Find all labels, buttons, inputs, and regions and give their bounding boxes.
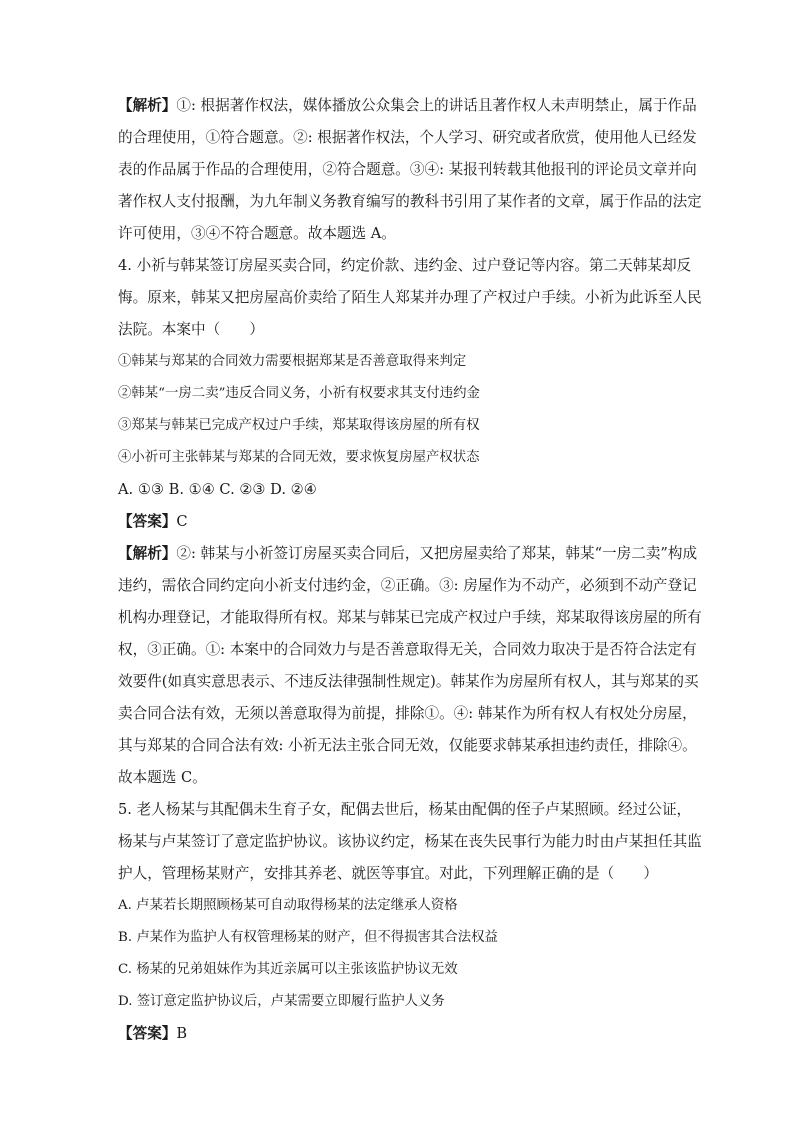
question-4-item-1: ①韩某与郑某的合同效力需要根据郑某是否善意取得来判定 bbox=[118, 354, 467, 369]
question-4-answer bbox=[118, 512, 188, 532]
question-5-option-d: D. 签订意定监护协议后，卢某需要立即履行监护人义务 bbox=[118, 994, 445, 1009]
question-4-item-2: ②韩某“一房二卖”违反合同义务，小祈有权要求其支付违约金 bbox=[118, 386, 480, 401]
question-4-analysis-line-6: 卖合同合法有效，无须以善意取得为前提，排除①。④: 韩某作为所有权人有权处分房屋， bbox=[118, 705, 697, 722]
question-4-item-4: ④小祈可主张韩某与郑某的合同无效，要求恢复房屋产权状态 bbox=[118, 450, 480, 465]
question-4-analysis-line-7: 其与郑某的合同合法有效: 小祈无法主张合同无效，仅能要求韩某承担违约责任，排除④。 bbox=[118, 737, 697, 754]
answer-tag: 【答案】 bbox=[118, 1025, 177, 1042]
analysis-3-line-5: 许可使用，③④不符合题意。故本题选 A。 bbox=[118, 225, 396, 242]
question-5-answer bbox=[118, 1024, 187, 1044]
question-4-item-3: ③郑某与韩某已完成产权过户手续，郑某取得该房屋的所有权 bbox=[118, 418, 480, 433]
analysis-3-line-1: 【解析】①: 根据著作权法，媒体播放公众集会上的讲话且著作权人未声明禁止，属于作品 bbox=[118, 97, 697, 114]
question-4-analysis-line-3: 机构办理登记，才能取得所有权。郑某与韩某已完成产权过户手续，郑某取得该房屋的所有 bbox=[118, 609, 702, 626]
question-5-option-c: C. 杨某的兄弟姐妹作为其近亲属可以主张该监护协议无效 bbox=[118, 962, 458, 977]
question-4-stem-2: 悔。原来，韩某又把房屋高价卖给了陌生人郑某并办理了产权过户手续。小祈为此诉至人民 bbox=[118, 289, 702, 306]
question-4-stem-3: 法院。本案中（ ） bbox=[118, 321, 264, 338]
analysis-tag: 【解析】 bbox=[118, 97, 177, 114]
question-5-stem-1: 5. 老人杨某与其配偶未生育子女，配偶去世后，杨某由配偶的侄子卢某照顾。经过公证， bbox=[118, 801, 692, 818]
analysis-3-line-4: 著作权人支付报酬，为九年制义务教育编写的教科书引用了某作者的文章，属于作品的法定 bbox=[118, 193, 702, 210]
question-4-stem-1: 4. 小祈与韩某签订房屋买卖合同，约定价款、违约金、过户登记等内容。第二天韩某却反 bbox=[118, 257, 692, 274]
question-4-analysis-line-1: 【解析】②: 韩某与小祈签订房屋买卖合同后，又把房屋卖给了郑某，韩某“一房二卖”构成 bbox=[118, 545, 698, 562]
question-4-options: A. ①③ B. ①④ C. ②③ D. ②④ bbox=[118, 481, 317, 498]
analysis-3-line-3: 表的作品属于作品的合理使用，②符合题意。③④: 某报刊转载其他报刊的评论员文章并向 bbox=[118, 161, 697, 178]
question-4-analysis-line-8: 故本题选 C。 bbox=[118, 769, 207, 786]
analysis-3-line-2: 的合理使用，①符合题意。②: 根据著作权法，个人学习、研究或者欣赏，使用他人已经发 bbox=[118, 129, 697, 146]
question-4-analysis-line-4: 权，③正确。①: 本案中的合同效力与是否善意取得无关，合同效力取决于是否符合法定有 bbox=[118, 641, 697, 658]
answer-value: B bbox=[176, 1025, 188, 1042]
question-4-analysis-line-2: 违约，需依合同约定向小祈支付违约金，②正确。③: 房屋作为不动产，必须到不动产登记 bbox=[118, 577, 697, 594]
question-4-analysis-line-5: 效要件(如真实意思表示、不违反法律强制性规定)。韩某作为房屋所有权人，其与郑某的买 bbox=[118, 673, 699, 690]
answer-tag: 【答案】 bbox=[118, 513, 177, 530]
question-5-option-a: A. 卢某若长期照顾杨某可自动取得杨某的法定继承人资格 bbox=[118, 898, 458, 913]
question-5-stem-2: 杨某与卢某签订了意定监护协议。该协议约定，杨某在丧失民事行为能力时由卢某担任其监 bbox=[118, 833, 702, 850]
answer-value: C bbox=[176, 513, 188, 530]
question-5-stem-3: 护人，管理杨某财产，安排其养老、就医等事宜。对此，下列理解正确的是（ ） bbox=[118, 865, 658, 882]
question-5-option-b: B. 卢某作为监护人有权管理杨某的财产，但不得损害其合法权益 bbox=[118, 930, 498, 945]
analysis-tag: 【解析】 bbox=[118, 545, 177, 562]
